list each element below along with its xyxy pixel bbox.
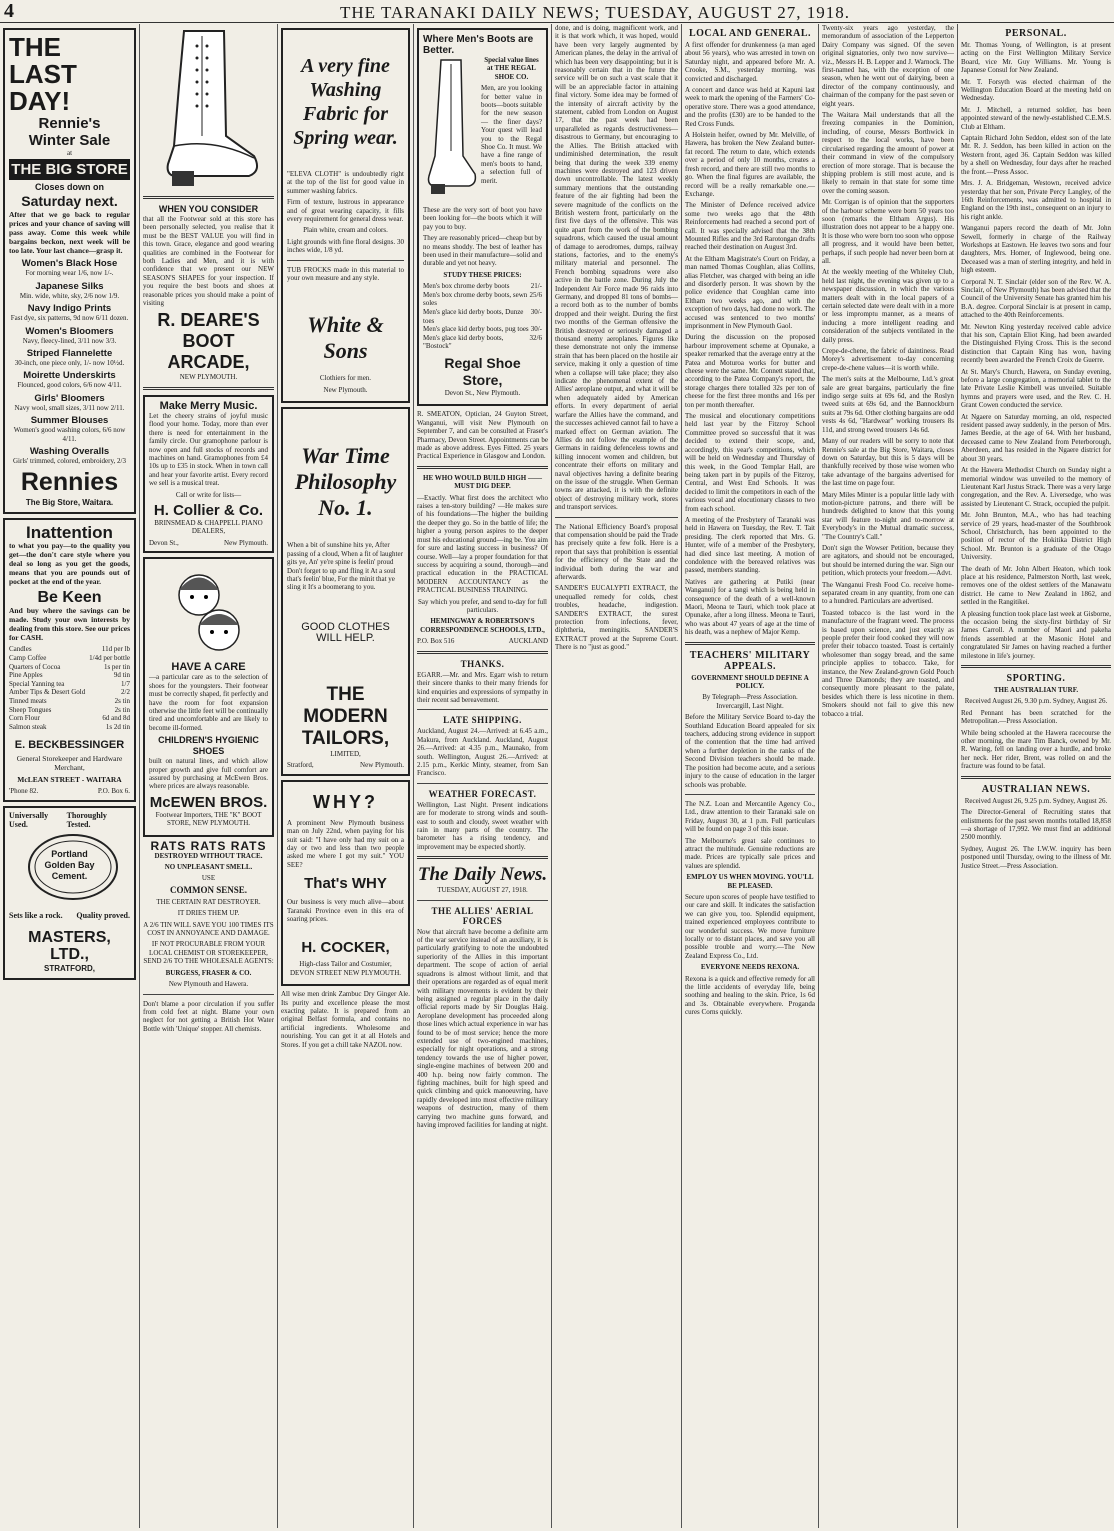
column-3 xyxy=(278,24,414,1528)
sale-item-desc: Fast dye, six patterns, 9d now 6/11 dozen. xyxy=(10,314,129,323)
burgess-towns: New Plymouth and Hawera. xyxy=(168,980,249,989)
boot-price-row xyxy=(423,308,542,325)
teachers-text: Before the Military Service Board to-day the Southland Education Board appealed for six teachers, adducing strong evidence in support of the contention that the time had arrived when a further depletion in the ranks of the Second Division teachers should be made. The position had become acute, and a serious injury to the cause of education in the larger schools was probable. xyxy=(685,713,815,789)
personal-heading: PERSONAL. xyxy=(1005,28,1067,39)
shipping-text: Auckland, August 24.—Arrived: at 6.45 a.m., Makura, from Auckland. Auckland, August 26.—Arrived: at 4.35 p.m., Maunako, from south. Wellington, August 26.—Arrived: at 2.15 p.m., Kerkic Minty, steamer, from San Francisco. xyxy=(417,727,548,778)
sale-item-desc: Navy wool, small sizes, 3/11 now 2/11. xyxy=(14,403,125,412)
eleva-text: "ELEVA CLOTH" is undoubtedly right at the top of the list for good value in summer washing fabrics. xyxy=(287,170,404,195)
boot-price-row xyxy=(423,291,542,308)
business-text: Our business is very much alive—about Taranaki Province even in this era of soaring prices. xyxy=(287,898,404,923)
rennies-logo: Rennies xyxy=(20,468,119,497)
regal-reasonable: They are reasonably priced—cheap but by no means shoddy. The best of leather has been used in their manufacture—solid and durable and yet not heavy. xyxy=(423,234,542,268)
why-heading: WHY? xyxy=(313,791,378,812)
why-text: A prominent New Plymouth business man on July 22nd, when paying for his suit said: "I have only had my suit on a day or two and less than two people asked me where I got my suit." YOU SEE? xyxy=(287,818,404,869)
sale-item-name: Japanese Silks xyxy=(35,280,104,292)
sale-item-name: Navy Indigo Prints xyxy=(27,303,112,315)
tub-text: TUB FROCKS made in this material to your own measure and any style. xyxy=(287,265,404,283)
editorial-continued: done, and is doing, magnificent work, and it is that work which, it was hoped, would have been very largely augmented by American planes, the delay in the arrival of which has been very disappointing; but it is reasonably certain that in the future the service will be on such a vast scale that it will be an appreciable factor in attaining final victory. Some idea may be formed of the intensity of aircraft activity by the statement, cabled from London on August 17, that the past week had been unparalleled as regards destructiveness—disastrous to Germany, but encouraging to the Allies. The British attacked with undiminished determination, the result being that during the week 339 enemy machines were destroyed and 123 driven down uncontrollable. The latest weekly summary mentions that the outstanding feature of the air fighting had been the severe magnitude of the conflicts on the British western front, particularly on the first five days of the offensive. This was quite apart from the work of the bombing squadrons, which caused the usual amount of damage to aerodromes, dumps, railway stations, factories, and to the enemy's military material and personnel. The French bombing squadrons were also active in the battle zone. During July the Independent Air Force made 96 raids into Germany, and dropped 81 tons of bombs—a record both as to the number of bombs dropped and their weight. During the first two months of the German offensive the British destroyed or seriously damaged a thousand enemy aeroplanes. Figures like these demonstrate not only the immense strain that has been placed on the hostile air service, making it only a question of time when a collapse will take place; they also indicate the phenomenal extent of the Allies' aeroplane output, and what it will be when adequately aided by American efforts. In every department of aerial warfare the Allies have the command, and the successes achieved cannot fail to have a marked effect on German aviation. The Allies do not follow the example of the Germans in raiding defenceless towns and killing innocent women and children, but concentrate their efforts on military and naval objectives having a definite bearing on the issue of the struggle. When German towns are attacked, it is with the definite object of destroying military work, stores and transport services. xyxy=(555,24,678,512)
call-text: Call or write for lists— xyxy=(175,490,242,499)
price-row xyxy=(9,697,130,706)
sale-item-name: Striped Flannelette xyxy=(26,348,113,360)
sale-item-name: Moirette Underskirts xyxy=(23,370,116,382)
beck-phone: 'Phone 82. xyxy=(9,787,39,796)
personal-item-10: At Ngaere on Saturday morning, an old, respected resident passed away suddenly, in the person of Mrs. James Beedie, at the age of 64. With her husband, deceased came to New Zealand from Peterborough, Aberdeen, and has resided in the Ngaere district for about 30 years. xyxy=(961,412,1111,463)
news-item-10: The Wanganui Fresh Food Co. receive home-separated cream in any quantity, from one can to a hundred. Particulars are advertised. xyxy=(822,580,954,606)
rats-certain: THE CERTAIN RAT DESTROYER. xyxy=(156,897,261,906)
sale-item-desc: 30-inch, one piece only, 1/- now 10½d. xyxy=(14,359,125,368)
news-item-8: Mary Miles Minter is a popular little lady with motion-picture patrons, and there will be hundreds delighted to know that this young star will feature to-night and to-morrow at Everybody's in the Mutual dramatic success, "The Country's Call." xyxy=(822,490,954,541)
firm-text: Firm of texture, lustrous in appearance and of great wearing capacity, it fills every requirement for general dress wear. xyxy=(287,198,404,224)
sale-item-name: Summer Blouses xyxy=(30,415,109,427)
teachers-heading: TEACHERS' MILITARY APPEALS. xyxy=(689,649,811,672)
price-list xyxy=(9,645,130,731)
boot-price-value: 21/- xyxy=(530,282,542,291)
personal-item-1: Mr. Thomas Young, of Wellington, is at present acting on the First Wellington Military Service Board, vice Mr. Guy Williams. Mr. Young is Japanese Consul for New Zealand. xyxy=(961,41,1111,75)
regal-shoe-ad xyxy=(417,28,548,406)
news-item-5: Crepe-de-chene, the fabric of daintiness. Read Morey's advertisement to-day concerning crepe-de-chene values—it is worth while. xyxy=(822,347,954,372)
price-item: Pine Apples xyxy=(9,671,43,680)
column-1 xyxy=(0,24,140,1528)
weather-heading: WEATHER FORECAST. xyxy=(428,788,537,799)
sale-item-name: Girls' Bloomers xyxy=(34,392,105,404)
beck-name: E. BECKBESSINGER xyxy=(14,739,125,752)
boot-price-row xyxy=(423,325,542,334)
news-item-2: The Waitara Mail understands that all the freezing companies in the Dominion, including, of course, Messrs Borthwick in respect to the local works, have been circularised regarding the amount of power at their command in view of the compulsory erection of more storage. That is because the shipping problem is still most acute, and is likely to remain in that state for some time over the coming season. xyxy=(822,111,954,195)
teachers-subhead: GOVERNMENT SHOULD DEFINE A POLICY. xyxy=(691,673,809,691)
column-2 xyxy=(140,24,278,1528)
news-item-1: Twenty-six years ago yesterday, the memorandum of association of the Lepperton Dairy Company was signed. Of the seven original signatories, only two now survive—viz., Messrs H. B. Lepper and J. Warnock. The first-named has, with the exception of one season, when he went out of dairying, been a director of the company continuously, and chairman of the company for the past seven or eight years. xyxy=(822,24,954,108)
allies-text: Now that aircraft have become a definite arm of the war service instead of an auxiliary, it is particularly gratifying to note the undoubted superiority of the Allies in this important department. The scope of action of aerial squadrons is almost without limit, and that their operations are regarded as of equal merit with military movements is evident by their being assigned a regular place in the daily official reports made by Sir Douglas Haig. Aeroplane development has proceeded along those lines which actual experience in war has found to be of most service; hence the more extended use of two-engined machines, especially for night operations, and a strong tendency towards the use of higher power, single-engine machines of between 200 and 400 h.p. being now fairly common. The fighting machines, built for high speed and quick climbing and quick manoeuvring, have rapidly developed into most effective military weapons of destruction, many of them carrying two machine guns forward, and having improved facilities for landing at night. xyxy=(417,927,548,1129)
price-value: 1/7 xyxy=(121,679,130,688)
cement-tested: Thoroughly Tested. xyxy=(66,811,107,829)
news-item-4: At the weekly meeting of the Whiteley Club, held last night, the evening was given up to a newspaper discussion, in which the various matters dealt with in the local papers of a certain selected date were dealt with in a more or less impromptu manner, as a means of inducing a more intelligent reading and consideration of the subjects ventilated in the daily press. xyxy=(822,268,954,344)
inattention-text: to what you pay—to the quality you get—the don't care style where you deal so long as you get the goods, means that you are pounds out of pocket at the end of the year. xyxy=(9,541,130,587)
modern-tailors-ad xyxy=(281,407,410,775)
personal-item-13: The death of Mr. John Albert Heaton, which took place at his residence, Palmerston North, last week, removes one of the oldest settlers of the Manawatu district. He came to New Zealand in 1862, and settled in the Rangitikei. xyxy=(961,564,1111,607)
price-value: 11d per lb xyxy=(101,645,130,654)
collier-sub: BRINSMEAD & CHAPPELL PIANO DEALERS, xyxy=(154,518,263,536)
cement-quality: Quality proved. xyxy=(76,911,130,921)
boot-price-item: Men's glace kid derby boots, pug toes xyxy=(423,325,529,334)
melbourne-notice: The Melbourne's great sale continues to attract the multitude. Genuine reductions are made. Prices are typically sale prices and values are splendid. xyxy=(685,836,815,870)
cocker-name: H. COCKER, xyxy=(301,939,390,957)
news-item-11: Toasted tobacco is the last word in the manufacture of the fragrant weed. The process is based upon science, and just exactly as people prefer their food cooked they will now prefer their tobacco toasted. Toast is certainly wholesomer than soggy bread, and the same principle applies to tobacco. Take, for instance, the New Zealand-grown Gold Pouch and Three Diamonds; they are toasted, and consequently more pleasant to the palate, besides which there is less nicotine in them. Smokers should not fail to give this new tobacco a trial. xyxy=(822,608,954,718)
column-7 xyxy=(819,24,958,1528)
modern-town2: New Plymouth. xyxy=(360,761,404,770)
washing-heading: A very fine Washing Fabric for Spring wear. xyxy=(293,55,398,149)
teachers-dateline: By Telegraph—Press Association. Invercargill, Last Night. xyxy=(702,693,798,710)
price-row xyxy=(9,723,130,732)
war-heading: War Time Philosophy No. 1. xyxy=(294,443,397,521)
say-text: Say which you prefer, and send to-day for full particulars. xyxy=(418,597,547,614)
inattention-heading: Inattention xyxy=(26,523,113,543)
cocker-ad xyxy=(281,780,410,986)
closes-label: Closes down on xyxy=(34,182,104,193)
rennies-sub: The Big Store, Waitara. xyxy=(25,498,114,508)
boot-price-value: 30/- xyxy=(530,308,542,317)
cement-sets: Sets like a rock. xyxy=(9,911,63,921)
price-row xyxy=(9,645,130,654)
keen-heading: Be Keen xyxy=(37,589,102,607)
local-item-8: A meeting of the Presbytery of Taranaki was held in Hawera on Tuesday, the Rev. T. Tait presiding. The clerk reported that Mrs. G. Hunter, wife of a member of the Presbytery, had died since last meeting. A motion of condolence with the bereaved relatives was passed, members standing. xyxy=(685,515,815,575)
sale-item-name: Women's Bloomers xyxy=(25,325,114,337)
boot-price-value: 25/6 xyxy=(529,290,542,299)
ginger-notice: All wise men drink Zambuc Dry Ginger Ale. Its purity and excellence please the most exacting palate. It is prepared from an original Belfast formula, and contains no artificial ingredients. Wholesome and nourishing. You can get it at all Hotels and Stores. If you get a chill take NAZOL now. xyxy=(281,990,410,1049)
modern-town: Stratford, xyxy=(287,761,314,770)
cement-used: Universally Used. xyxy=(9,811,49,829)
rats-common-sense: COMMON SENSE. xyxy=(169,884,247,895)
boot-price-row xyxy=(423,282,542,291)
allies-heading: THE ALLIES' AERIAL FORCES xyxy=(431,905,534,926)
children-text: built on natural lines, and which allow proper growth and give full comfort are assured by purchasing at McEwen Bros. where prices are always reasonable. xyxy=(149,757,268,791)
regal-heading: Where Men's Boots are Better. xyxy=(423,34,534,56)
news-item-6: The men's suits at the Melbourne, Ltd.'s great sale are great bargains, particularly the fine indigo serge suits at 69s 6d, and the Roslyn tweed suits at 69s 6d, and the Bannockburn suits at 79s 6d. Other clothing bargains are odd vests 4s 6d, "Hardwear" working trousers 8s 11d, and strong tweed trousers 14s 6d. xyxy=(822,375,954,434)
sale-heading-2: LAST xyxy=(9,59,77,89)
smeaton-notice: R. SMEATON, Optician, 24 Guyton Street, Wanganui, will visit New Plymouth on September 7, and can be consulted at Fraser's Pharmacy, Devon Street. Appointments can be made as above address. Eyes Fitted. 25 years Practical Experience in Glasgow and London. xyxy=(417,410,548,461)
care-heading: HAVE A CARE xyxy=(171,661,246,674)
price-row xyxy=(9,688,130,697)
cement-ad xyxy=(3,806,136,980)
price-item: Camp Coffee xyxy=(9,654,47,663)
local-general-heading: LOCAL AND GENERAL. xyxy=(688,28,812,39)
masters-town: STRATFORD, xyxy=(44,963,95,973)
thats-why: That's WHY xyxy=(304,875,387,893)
daily-news-title: The Daily News. xyxy=(417,864,548,886)
local-item-2: A concert and dance was held at Kapuni last week to mark the opening of the Farmers' Co-operative store. There was a good attendance, and the profits (£30) are to be handed to the Red Cross Funds. xyxy=(685,86,815,128)
masthead xyxy=(0,0,1114,23)
column-8 xyxy=(958,24,1114,1528)
light-text: Light grounds with fine floral designs. 30 inches wide, 1/8 yd. xyxy=(287,237,404,255)
sale-at: at xyxy=(66,149,73,157)
sale-item-name: Washing Overalls xyxy=(29,446,110,458)
beck-box: P.O. Box 6. xyxy=(97,787,130,796)
masters-logo: MASTERS, LTD., xyxy=(28,928,111,963)
good-clothes: GOOD CLOTHES WILL HELP. xyxy=(301,620,390,644)
rexona-text: Rexona is a quick and effective remedy for all the little accidents of everyday life, being soothing and healing to the skin. Price, 1s 6d and 3s. Obtainable everywhere. Proganda cures Corns quickly. xyxy=(685,974,815,1017)
sale-name: Rennie's xyxy=(38,115,101,132)
personal-item-4: Captain Richard John Seddon, eldest son of the late Mr. R. J. Seddon, has been killed in action on the Western front, aged 36. Captain Seddon was killed by a shell on Wednesday, four days after he reached the front.—Press Assoc. xyxy=(961,134,1111,176)
price-item: Quarters of Cocoa xyxy=(9,662,61,671)
rats-dries: IT DRIES THEM UP. xyxy=(177,909,240,918)
mcewen-name: McEWEN BROS. xyxy=(149,793,268,811)
turf-dateline: Received August 26, 9.30 p.m. Sydney, August 26. xyxy=(964,697,1108,706)
local-item-4: The Minister of Defence received advice some two weeks ago that the 48th Reinforcements had reached a second port of call. It was specially advised that the 38th Mounted Rifles and the 3rd Rarotongan drafts reached their destination on August 3rd. xyxy=(685,201,815,252)
deare-ad xyxy=(143,26,274,382)
music-heading: Make Merry Music. xyxy=(159,399,258,412)
modern-ltd: LIMITED, xyxy=(330,749,361,758)
rats-obtain: IF NOT PROCURABLE FROM YOUR LOCAL CHEMIST OR STOREKEEPER, SEND 2/6 TO THE WHOLESALE AGENTS: xyxy=(143,940,274,966)
sanders-notice: SANDER'S EUCALYPTI EXTRACT, the unequalled remedy for colds, chest troubles, headache, indigestion. SANDER'S EXTRACT, the surest protection from infections, fever, diphtheria, meningitis. SANDER'S EXTRACT proved at the Supreme Court. There is no "just as good." xyxy=(555,584,678,652)
sale-sub: Winter Sale xyxy=(28,132,111,149)
collier-addr: Devon St., xyxy=(149,538,179,547)
column-5 xyxy=(552,24,682,1528)
thanks-text: EGARR.—Mr. and Mrs. Egarr wish to return their sincere thanks to their many friends for kind enquiries and expressions of sympathy in their recent sad bereavement. xyxy=(417,670,548,704)
price-row xyxy=(9,663,130,672)
price-value: 2s tin xyxy=(114,697,130,706)
aus-dateline: Received August 26, 9.25 p.m. Sydney, August 26. xyxy=(964,796,1108,805)
boot-price-item: Men's box chrome derby boots, sewn soles xyxy=(423,290,528,308)
big-store-logo: THE BIG STORE xyxy=(9,159,130,180)
weather-text: Wellington, Last Night. Present indications are for moderate to strong winds and south-east to south and cloudy, sweet weather with rain in many parts of the country. The barometer has a rising tendency, and improvement may be expected shortly. xyxy=(417,800,548,851)
boot-price-item: Men's glace kid derby boots, Dunze toes xyxy=(423,308,524,325)
rats-heading: RATS RATS RATS xyxy=(150,838,267,853)
beck-sub: General Storekeeper and Hardware Merchant, xyxy=(16,754,123,773)
boot-price-list xyxy=(423,282,542,351)
news-item-9: Don't sign the Wowser Petition, because they are agitators, and should not be encouraged, but should be interned during the war. Sign our petition, which protects your freedom.—Advt. xyxy=(822,543,955,578)
rexona-heading: EVERYONE NEEDS REXONA. xyxy=(700,963,800,972)
column-6 xyxy=(682,24,819,1528)
consider-heading: WHEN YOU CONSIDER xyxy=(158,204,259,214)
personal-item-12: Mr. John Brunton, M.A., who has had teaching service of 29 years, head-master of the Southbrook School, Christchurch, has been appointed to the position of rector of the Hokitika District High School. Mr. Brunton is a graduate of the Otago University. xyxy=(961,511,1111,562)
page-number: 4 xyxy=(4,0,14,22)
deare-town: NEW PLYMOUTH. xyxy=(179,373,238,382)
sale-heading-1: THE xyxy=(9,32,61,62)
price-row xyxy=(9,654,130,663)
news-item-7: Many of our readers will be sorry to note that Rennie's sale at the Big Store, Waitara, closes down on Saturday, but this is 5 days will be thankfully received by those wise women who take advantage of the bargains advertised for the last time on page four. xyxy=(822,437,954,488)
price-item: Corn Flour xyxy=(9,714,40,723)
white-town: New Plymouth. xyxy=(323,385,368,394)
turf-text-2: While being schooled at the Hawera racecourse the other morning, the mare Tim Banck, owned by Mr. R. Waring, fell on landing over a hurdle, and broke her neck. Her rider, Brent, was rolled on and the fracture was found to be fatal. xyxy=(961,728,1111,771)
keen-text: And buy where the savings can be made. Study your own interests by dealing from this store. See our prices for CASH. xyxy=(9,606,130,643)
price-value: 9d tin xyxy=(113,671,130,680)
turf-text: Red Pennant has been scratched for the Metropolitan.—Press Association. xyxy=(961,708,1111,726)
price-item: Amber Tips & Desert Gold xyxy=(9,688,86,697)
cement-name: Portland Golden Bay Cement. xyxy=(44,849,95,882)
late-shipping-heading: LATE SHIPPING. xyxy=(443,715,522,726)
price-value: 2s tin xyxy=(114,705,130,714)
turf-heading: THE AUSTRALIAN TURF. xyxy=(993,686,1079,695)
hemingway-name: HEMINGWAY & ROBERTSON'S CORRESPONDENCE SCHOOLS, LTD., xyxy=(420,617,545,634)
personal-item-5: Mrs. J. A. Bridgeman, Westown, received advice yesterday that her son, Private Percy Langley, of the 16th Reinforcements, was admitted to hospital in England on the 19th inst., consequent on an injury to his right ankle. xyxy=(961,179,1111,221)
column-4 xyxy=(414,24,552,1528)
sale-item-name: Women's Black Hose xyxy=(21,258,118,270)
price-value: 1s 2d tin xyxy=(105,722,130,731)
sale-item-desc: For morning wear 1/6, now 1/-. xyxy=(25,269,114,278)
war-verse: When a bit of sunshine hits ye, After passing of a cloud, When a fit of laughter gits ye, An' ye're spine is feelin' proud Don't forget to up and fling it At a soul that's feelin' blue, For the minit that ye sling it It's a boomerang to you. xyxy=(287,541,403,592)
price-item: Sheep Tongues xyxy=(9,705,52,714)
hem-box: P.O. Box 516 xyxy=(417,637,455,646)
children-heading: CHILDREN'S HYGIENIC SHOES xyxy=(158,735,259,757)
sale-text: After that we go back to regular prices and your chance of saving will pass away. Come this week while bargains beckon, next week will be too late. Your last chance—grasp it. xyxy=(9,210,130,256)
local-item-9: Natives are gathering at Putiki (near Wanganui) for a tangi which is being held in consequence of the death of a well-known Maori, Meona te Tauri, which took place at Opunake, after a long illness. Meona te Tauri, who was about 47 years of age at the time of his death, was a nephew of Major Kemp. xyxy=(685,577,815,637)
sale-items xyxy=(9,258,130,465)
mcewen-sub: Footwear Importers, THE "K" BOOT STORE, NEW PLYMOUTH. xyxy=(155,810,262,828)
regal-men-text: Men, are you looking for better value in boots—boots suitable for the new season — the finer days? Your quest will lead you to the Regal Shoe Co. It must. We have a fine range of men's boots to hand, a selection full of merit. xyxy=(481,84,542,185)
white-sons-logo: White & Sons xyxy=(307,312,384,364)
employ-heading: EMPLOY US WHEN MOVING. YOU'LL BE PLEASED. xyxy=(686,873,814,890)
price-row xyxy=(9,680,130,689)
personal-item-8: Mr. Newton King yesterday received cable advice that his son, Captain Eliot King, had been awarded the Distinguished Flying Cross. This is the second distinction that Captain King has won, having recently been awarded the French Croix de Guerre. xyxy=(961,322,1111,365)
regal-addr: Devon St., New Plymouth. xyxy=(444,389,521,397)
price-value: 1s per tin xyxy=(103,662,130,671)
boot-price-value: 30/- xyxy=(530,325,542,334)
price-row xyxy=(9,714,130,723)
price-value: 1/4d per bottle xyxy=(89,654,130,663)
sale-heading-3: DAY! xyxy=(9,86,71,116)
build-text: —Exactly. What first does the architect who raises a ten-story building? —He makes sure of his foundations—The higher the building the deeper they go. So in the battle of life; the higher a young person aspires to the deeper must his educational ground—ing be. You aim for sure and lasting success in business? Of course. Well—lay a proper foundation for that success by acquiring a sound, thorough—and practical education in the PRACTICAL MODERN ACCOUNTANCY as the PRACTICAL BUSINESS TRAINING. xyxy=(417,493,548,595)
mcewen-ad xyxy=(143,557,274,836)
aus-text: The Director-General of Recruiting states that enlistments for the past seven months totalled 18,858—a shortage of 17,992. We must find an additional 2500 monthly. xyxy=(961,808,1111,842)
sporting-heading: SPORTING. xyxy=(1006,673,1066,685)
cocker-sub: High-class Tailor and Costumier, DEVON STREET NEW PLYMOUTH. xyxy=(289,960,402,977)
boot-price-item: Men's box chrome derby boots xyxy=(423,282,510,291)
local-item-7: The musical and elocutionary competitions held last year by the Fitzroy School Committee proved so successful that it was decided to extend their scope, and, accordingly, this year's competitions, which will be held on Wednesday and Thursday of this week, in the Good Templar Hall, are being taken part in by pupils of the Fitzroy, Central, and West End Schools. It was decided to limit the competitors in each of the various vocal and elocutionary classes to two from each school. xyxy=(685,412,815,513)
boot-price-row xyxy=(423,334,542,351)
local-item-5: At the Eltham Magistrate's Court on Friday, a man named Thomas Coughlan, alias Collins, alias Fletcher, was charged with being an idle and disorderly person. It was shown by the police evidence that Coughlan came into Eltham two weeks ago, and with the exception of two days, had done no work. The accused was sentenced to two months' imprisonment in New Plymouth Gaol. xyxy=(685,254,815,330)
national-efficiency-text: The National Efficiency Board's proposal that compensation should be paid the Trade has precisely quite a few folk. Here is a report that says that prohibition is essential for the efficiency of the State and the individual both during the war and afterwards. xyxy=(555,522,678,581)
rats-use: USE xyxy=(201,874,216,883)
personal-item-11: At the Hawera Methodist Church on Sunday night a memorial window was unveiled to the memory of Lieutenant Karl Justus Strack. There was a very large congregation, and the Rev. A. Liversedge, who was assisted by Lieutenant C. Strack, occupied the pulpit. xyxy=(961,466,1111,508)
white-sons-ad xyxy=(281,28,410,403)
hot-water-bottle-notice: Don't blame a poor circulation if you suffer from cold feet at night. Blame your own neglect for not getting a British Hot Water Bottle with 'Unique' stopper. All chemists. xyxy=(143,999,274,1033)
local-item-3: A Holstein heifer, owned by Mr. Melville, of Hawera, has broken the New Zealand butter-fat record. The return to date, which extends over a period of only 10 months, creates a fresh record, and there are still two months to go. When the final figures are available, the record will be a really remarkable one.—Exchange. xyxy=(685,131,815,198)
mens-boot-icon xyxy=(423,56,479,206)
news-item-3: Mr. Corrigan is of opinion that the supporters of the harbour scheme were born 50 years too soon (remarks the Eltham Argus). His illustration does not appear to be a happy one. It is those who were born too soon who oppose all progress, and it would have been better, perhaps, if such people had never been born at all. xyxy=(822,198,955,265)
care-text: —a particular care as to the selection of shoes for the youngsters. Their footwear must be correctly shaped, fit perfectly and have the room for foot expansion otherwise the little feet will be continually tired and uncomfortable and are likely to become ill-formed. xyxy=(149,673,268,732)
modern-tailors-name: THE MODERN TAILORS, xyxy=(301,683,390,749)
collier-town: New Plymouth. xyxy=(224,538,268,547)
collier-name: H. Collier & Co. xyxy=(153,501,264,519)
white-sub: Clothiers for men. xyxy=(319,374,372,383)
regal-special: Special value lines at THE REGAL SHOE CO. xyxy=(484,56,539,81)
masthead-title: THE TARANAKI DAILY NEWS; TUESDAY, AUGUST 27, 1918. xyxy=(340,3,851,22)
price-value: 2/2 xyxy=(121,688,130,697)
aus-text-2: Sydney, August 26. The I.W.W. inquiry has been postponed until Thursday, owing to the illness of Mr. Justice Street.—Press Association. xyxy=(961,844,1111,870)
price-item: Salmon steak xyxy=(9,722,47,731)
rats-tin: A 2/6 TIN WILL SAVE YOU 100 TIMES ITS COST IN ANNOYANCE AND DAMAGE. xyxy=(143,920,274,938)
australian-news-heading: AUSTRALIAN NEWS. xyxy=(981,783,1091,795)
local-item-6: During the discussion on the proposed harbour improvement scheme at Opunake, a speaker remarked that the average entry at the Patea and Moturoa works for butter and cheese were the same. Mr. Connett stated that, according to the Patea Company's report, the storage charges there totalled 32s per ton of cheese for the first three months and 16s per ton per month thereafter. xyxy=(685,333,815,409)
price-item: Tinned meats xyxy=(9,697,47,706)
sale-item-desc: Navy, fleecy-lined, 3/11 now 3/3. xyxy=(22,336,117,345)
plain-text: Plain white, cream and colors. xyxy=(303,226,388,235)
personal-item-6: Wanganui papers record the death of Mr. John Sewell, formerly in charge of the Railway Workshops at Eastown. He leaves two sons and four daughters, Mrs. Homer, of Inglewood, being one. Deceased was a man of sterling integrity, and held in high esteem. xyxy=(961,224,1111,275)
regal-study: STUDY THESE PRICES: xyxy=(443,270,522,279)
consider-text: that all the Footwear sold at this store has been personally selected, you realise that it must be the BEST VALUE you will find in this town. Grace, elegance and good wearing qualities are combined in the Footwear for both Ladies and Men, and it is with confidence that we present our NEW SEASON'S SHAPES for your inspection. If you require the best boots and shoes at reasonable prices you should make a point of visiting xyxy=(143,215,274,308)
personal-item-9: At St. Mary's Church, Hawera, on Sunday evening, before a large congregation, a memorial tablet to the late Private Leslie Kimbell was unveiled. Suitable hymns and prayers were used, and the Rev. C. H. Grant Cowen conducted the service. xyxy=(961,367,1111,410)
local-item-1: A first offender for drunkenness (a man aged about 56 years), who was arrested in town on Saturday night, and appeared before Mr. A. Crooke, S.M., yesterday morning, was convicted and discharged. xyxy=(685,41,815,83)
personal-item-7: Corporal N. T. Sinclair (elder son of the Rev. W. A. Sinclair, of New Plymouth) has been advised that the Council of the University Senate has granted him his B.A. degree. Corporal Sinclair is at present in camp, attached to the 40th Reinforcements. xyxy=(961,277,1111,320)
boot-price-value: 32/6 xyxy=(529,333,542,342)
sale-item-desc: Girls' trimmed, colored, embroidery, 2/3 xyxy=(13,457,126,466)
personal-item-14: A pleasing function took place last week at Gisborne, the occasion being the sixty-first birthday of Sir James Carroll. A number of Maori and pakeha friends assembled at the Masonic Hotel and congratulated Sir James on having reached a further milestone in life's journey. xyxy=(961,609,1111,660)
regal-name: Regal Shoe Store, xyxy=(444,355,521,388)
sale-item-desc: Flounced, good colors, 6/6 now 4/11. xyxy=(17,381,122,390)
nz-loan-notice: The N.Z. Loan and Mercantile Agency Co., Ltd., draw attention to their Taranaki sale on Friday, August 30, at 1 p.m. Full particulars will be found on page 3 of this issue. xyxy=(685,799,815,834)
thanks-heading: THANKS. xyxy=(460,658,505,669)
price-item: Special Yanning tea xyxy=(9,679,65,688)
personal-item-3: Mr. J. Mitchell, a returned soldier, has been appointed steward of the newly-established C.E.M.S. Club at Eltham. xyxy=(961,105,1111,131)
personal-item-2: Mr. T. Forsyth was elected chairman of the Wellington Education Board at the meeting held on Wednesday. xyxy=(961,77,1111,103)
rats-ad xyxy=(143,838,274,989)
boot-price-item: Men's glace kid derby boots, "Bostock" xyxy=(423,333,504,351)
rats-no-smell: NO UNPLEASANT SMELL. xyxy=(164,863,253,872)
music-text: Let the cheery strains of joyful music flood your home. Today, more than ever there is need for entertainment in the family circle. Our gramophone parlour is now open and full stocks of records and machines on hand. Gramophones from £4 10s up to £35 in stock. When in town call and hear your favorite artist. Every record we sell is a musical treat. xyxy=(149,411,268,488)
burgess-name: BURGESS, FRASER & CO. xyxy=(165,968,252,977)
employ-text: Secure upon scores of people have testified to our care and skill. It indicates the satisfaction we can give you, too. Splendid equipment, trained experienced employees contribute to our wonderful success. We move furniture locally or to distant places, and save you all possible trouble and worry.—The New Zealand Express Co., Ltd. xyxy=(685,892,815,960)
beck-addr: McLEAN STREET - WAITARA xyxy=(17,775,122,785)
saturday-label: Saturday next. xyxy=(21,193,118,210)
build-heading: HE WHO WOULD BUILD HIGH —— MUST DIG DEEP. xyxy=(423,473,542,491)
children-faces-icon xyxy=(164,565,254,660)
editorial-date: TUESDAY, AUGUST 27, 1918. xyxy=(437,886,528,895)
hem-city: AUCKLAND xyxy=(508,637,548,646)
price-row xyxy=(9,706,130,715)
price-item: Candles xyxy=(9,645,32,654)
rennies-ad xyxy=(3,28,136,514)
boot-illustration-icon xyxy=(154,26,264,191)
price-value: 6d and 8d xyxy=(102,714,130,723)
price-row xyxy=(9,671,130,680)
sale-item-desc: Min. wide, white, sky, 2/6 now 1/9. xyxy=(19,291,120,300)
beckbessinger-ad xyxy=(3,518,136,802)
collier-ad xyxy=(143,395,274,553)
sale-item-desc: Women's good washing colors, 6/6 now 4/11. xyxy=(13,426,126,443)
rats-destroyed: DESTROYED WITHOUT TRACE. xyxy=(154,851,263,860)
deare-name: R. DEARE'S BOOT ARCADE, xyxy=(157,310,260,373)
regal-these: These are the very sort of boot you have been looking for—the boots which it will pay you to buy. xyxy=(423,206,542,231)
